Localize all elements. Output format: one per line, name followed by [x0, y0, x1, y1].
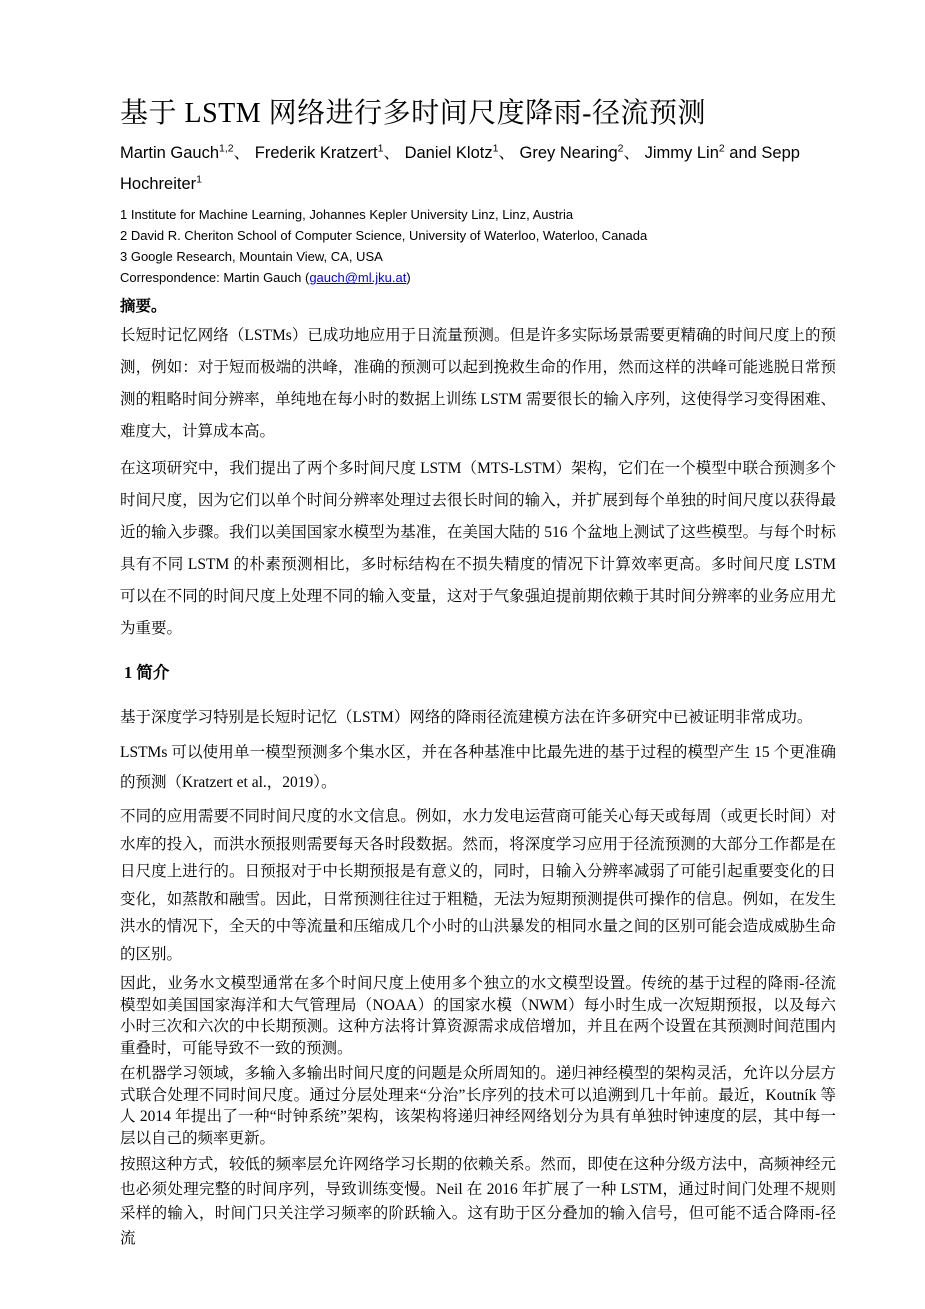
affiliation-line: 1 Institute for Machine Learning, Johannes Kepler University Linz, Linz, Austria	[120, 207, 574, 223]
correspondence-suffix: )	[406, 270, 411, 286]
author: Daniel Klotz$^1$、	[404, 142, 520, 163]
body-paragraph: 因此，业务水文模型通常在多个时间尺度上使用多个独立的水文模型设置。传统的基于过程的降雨-径流模型如美国国家海洋和大气管理局（NOAA）的国家水模（NWM）每小时生成一次短期预报，以及每六小时三次和六次的中长期预测。这种方法将计算资源需求成倍增加，并且在两个设置在其预测时间范围内重叠时，可能导致不一致的预测。	[120, 975, 836, 1057]
body-paragraph: 按照这种方式，较低的频率层允许网络学习长期的依赖关系。然而，即使在这种分级方法中，高频神经元也必须处理完整的时间序列，导致训练变慢。Neil 在 2016 年扩展了一种 LSTM，通过时间门处理不规则采样的输入，时间门只关注学习频率的阶跃输入。这有助于区分叠加的输入信号，但可能不适合降雨-径流	[120, 1156, 836, 1247]
author: Martin Gauch$^{1,2}$、	[120, 142, 255, 163]
author: Frederik Kratzert$^1$、	[254, 142, 405, 163]
affiliation-line: 2 David R. Cheriton School of Computer Science, University of Waterloo, Waterloo, Canada	[120, 228, 648, 244]
body-paragraph: 在机器学习领域，多输入多输出时间尺度的问题是众所周知的。递归神经模型的架构灵活，允许以分层方式联合处理不同时间尺度。通过分层处理来“分治”长序列的技术可以追溯到几十年前。最近，Koutník 等人 2014 年提出了一种“时钟系统”架构，该架构将递归神经网络划分为具有单独时钟速度的层，其中每一层以自己的频率更新。	[120, 1065, 836, 1147]
author: Sepp Hochreiter$^1$	[120, 144, 800, 194]
author-affiliation-superscript: 2	[617, 142, 624, 155]
affiliation-line: 3 Google Research, Mountain View, CA, USA	[120, 249, 383, 265]
abstract-paragraph: 在这项研究中，我们提出了两个多时间尺度 LSTM（MTS-LSTM）架构，它们在一个模型中联合预测多个时间尺度，因为它们以单个时间分辨率处理过去很长时间的输入，并扩展到每个单独的时间尺度以获得最近的输入步骤。我们以美国国家水模型为基准，在美国大陆的 516 个盆地上测试了这些模型。与每个时标具有不同 LSTM 的朴素预测相比，多时标结构在不损失精度的情况下计算效率更高。多时间尺度 LSTM 可以在不同的时间尺度上处理不同的输入变量，这对于气象强迫提前期依赖于其时间分辨率的业务应用尤为重要。	[120, 460, 836, 638]
introduction-body	[120, 703, 836, 1251]
correspondence-email-link[interactable]: gauch@ml.jku.at	[309, 270, 407, 286]
section-heading-introduction: 1 简介	[124, 663, 170, 683]
author-affiliation-superscript: 1	[196, 173, 202, 186]
body-paragraph: LSTMs 可以使用单一模型预测多个集水区，并在各种基准中比最先进的基于过程的模型产生 15 个更准确的预测（Kratzert et al.，2019）。	[120, 744, 836, 792]
correspondence-prefix: Correspondence: Martin Gauch (	[120, 270, 310, 286]
correspondence-line	[120, 267, 836, 288]
affiliation-list	[120, 204, 836, 267]
abstract-paragraph: 长短时记忆网络（LSTMs）已成功地应用于日流量预测。但是许多实际场景需要更精确的时间尺度上的预测，例如：对于短而极端的洪峰，准确的预测可以起到挽救生命的作用，然而这样的洪峰可能逃脱日常预测的粗略时间分辨率，单纯地在每小时的数据上训练 LSTM 需要很长的输入序列，这使得学习变得困难、难度大，计算成本高。	[120, 327, 836, 441]
author: Grey Nearing$^2$、	[519, 142, 645, 163]
author-line	[120, 138, 836, 200]
author-affiliation-superscript: 2	[718, 142, 725, 155]
body-paragraph: 基于深度学习特别是长短时记忆（LSTM）网络的降雨径流建模方法在许多研究中已被证明非常成功。	[120, 709, 813, 727]
author-affiliation-superscript: 1	[492, 142, 499, 155]
author-affiliation-superscript: 1	[377, 142, 384, 155]
abstract-heading: 摘要。	[120, 298, 167, 316]
author: Jimmy Lin$^2$ and	[644, 142, 762, 163]
paper-title: 基于 LSTM 网络进行多时间尺度降雨-径流预测	[120, 98, 707, 129]
abstract-body	[120, 320, 836, 645]
author-affiliation-superscript: 1,2	[219, 142, 234, 155]
body-paragraph: 不同的应用需要不同时间尺度的水文信息。例如，水力发电运营商可能关心每天或每周（或更长时间）对水库的投入，而洪水预报则需要每天各时段数据。然而，将深度学习应用于径流预测的大部分工作都是在日尺度上进行的。日预报对于中长期预报是有意义的，同时，日输入分辨率减弱了可能引起重要变化的日变化，如蒸散和融雪。因此，日常预测往往过于粗糙，无法为短期预测提供可操作的信息。例如，在发生洪水的情况下，全天的中等流量和压缩成几个小时的山洪暴发的相同水量之间的区别可能会造成威胁生命的区别。	[120, 808, 836, 963]
